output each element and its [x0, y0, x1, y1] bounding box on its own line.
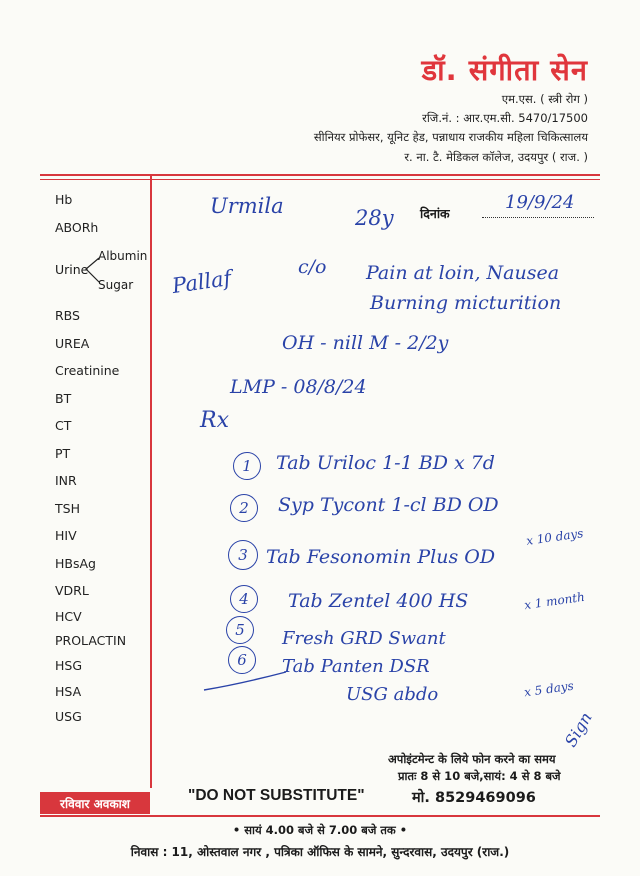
med-number-5: 5 [226, 616, 254, 644]
doctor-name: डॉ. संगीता सेन [421, 53, 588, 87]
test-hbsag: HBsAg [55, 556, 96, 571]
test-hb: Hb [55, 192, 73, 207]
medicine-2: Syp Tycont 1-cl BD OD [278, 494, 499, 516]
last-menstrual-period: LMP - 08/8/24 [230, 376, 367, 398]
complaint-line-1: Pain at loin, Nausea [366, 262, 560, 284]
patient-name: Urmila [210, 194, 284, 218]
duration-note-2: x 1 month [523, 589, 586, 613]
test-hiv: HIV [55, 528, 77, 543]
college-name: र. ना. टै. मेडिकल कॉलेज, उदयपुर ( राज. ) [404, 150, 588, 164]
med-number-4: 4 [230, 585, 258, 613]
rx-symbol: Rx [200, 408, 229, 433]
test-prolactin: PROLACTIN [55, 633, 127, 648]
medicine-5: Fresh GRD Swant [282, 628, 446, 649]
complaint-line-2: Burning micturition [370, 292, 562, 314]
test-urine: Urine [55, 262, 89, 277]
test-urea: UREA [55, 336, 90, 351]
duration-note-3: x 5 days [523, 678, 575, 700]
appointment-title: अपोइंटमेन्ट के लिये फोन करने का समय [388, 752, 556, 766]
header-rule [40, 174, 600, 176]
duration-note-1: x 10 days [525, 526, 585, 548]
appointment-time: प्रातः 8 से 10 बजे,सायं: 4 से 8 बजे [398, 769, 561, 783]
med-number-6: 6 [228, 646, 256, 674]
registration-number: रजि.नं. : आर.एम.सी. 5470/17500 [422, 111, 588, 125]
complaint-prefix: c/o [298, 256, 327, 278]
test-tsh: TSH [55, 501, 80, 516]
date-value: 19/9/24 [505, 192, 575, 213]
medicine-3: Tab Fesonomin Plus OD [266, 546, 496, 568]
test-albumin: Albumin [98, 249, 148, 263]
footer-rule [40, 815, 600, 817]
patient-age: 28y [355, 206, 394, 230]
medicine-1: Tab Uriloc 1-1 BD x 7d [276, 452, 495, 474]
med-number-1: 1 [233, 452, 261, 480]
test-creatinine: Creatinine [55, 363, 120, 378]
test-ct: CT [55, 418, 72, 433]
test-bt: BT [55, 391, 72, 406]
medicine-6: Tab Panten DSR [282, 656, 430, 677]
test-aborh: ABORh [55, 220, 99, 235]
test-hsa: HSA [55, 684, 82, 699]
test-hcv: HCV [55, 609, 82, 624]
strike-mark-icon [200, 668, 290, 698]
residence-address: निवास : 11, ओस्तवाल नगर , पत्रिका ऑफिस के सामने, सुन्दरवास, उदयपुर (राज.) [130, 845, 510, 859]
doctor-signature: Sign [560, 708, 596, 751]
date-label: दिनांक [420, 206, 450, 221]
test-hsg: HSG [55, 658, 83, 673]
obstetric-history: OH - nill M - 2/2y [282, 332, 449, 354]
test-vdrl: VDRL [55, 583, 89, 598]
date-dotted-line [482, 217, 594, 218]
test-usg: USG [55, 709, 82, 724]
header-rule-thin [40, 179, 600, 180]
clinic-timing: • सायं 4.00 बजे से 7.00 बजे तक • [232, 823, 408, 837]
med-number-3: 3 [228, 540, 258, 570]
test-inr: INR [55, 473, 77, 488]
sunday-holiday-badge: रविवार अवकाश [40, 792, 150, 814]
designation: सीनियर प्रोफेसर, यूनिट हेड, पन्नाधाय राजकीय महिला चिकित्सालय [313, 130, 588, 144]
test-sugar: Sugar [98, 278, 134, 292]
medicine-4: Tab Zentel 400 HS [288, 590, 469, 612]
doctor-degree: एम.एस. ( स्त्री रोग ) [501, 92, 588, 106]
patient-address: Pallaf [170, 265, 233, 299]
test-rbs: RBS [55, 308, 80, 323]
do-not-substitute: "DO NOT SUBSTITUTE" [188, 787, 365, 804]
sidebar-divider [150, 176, 152, 788]
medicine-7: USG abdo [346, 684, 439, 705]
test-pt: PT [55, 446, 71, 461]
med-number-2: 2 [230, 494, 258, 522]
mobile-number: मो. 8529469096 [412, 790, 536, 806]
